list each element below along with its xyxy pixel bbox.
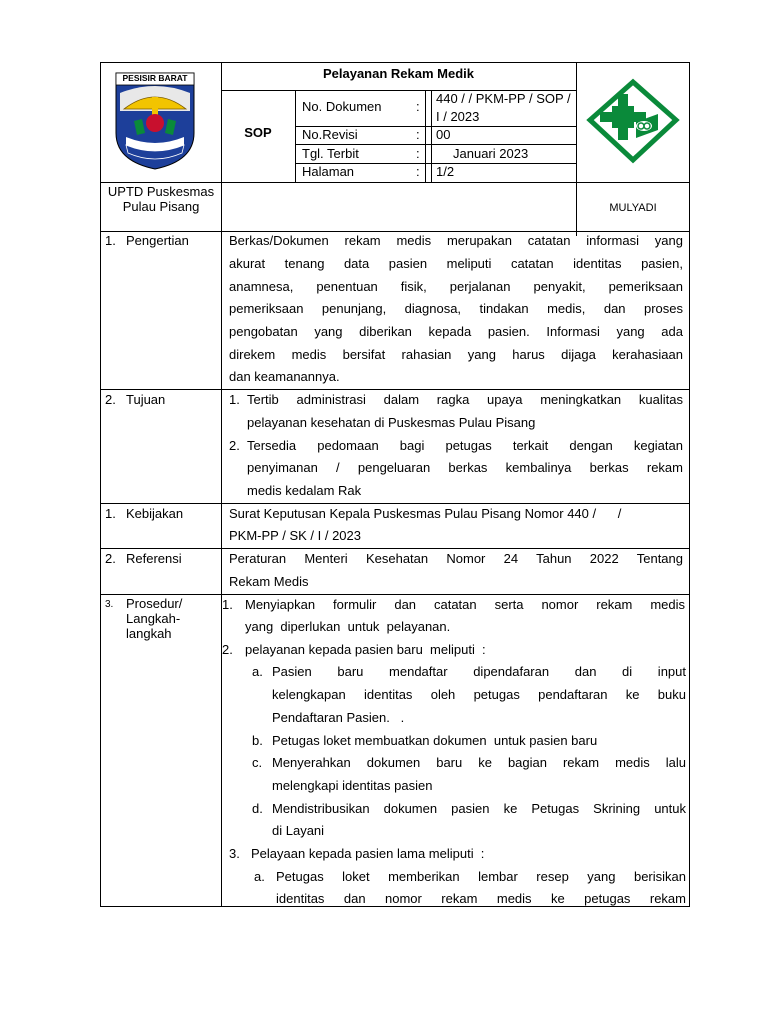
field-colon: : <box>416 99 420 114</box>
field-colon: : <box>416 127 420 142</box>
substep-line: Pendaftaran Pasien. . <box>272 710 405 725</box>
field-colon: : <box>416 146 420 161</box>
section-label-pengertian: Pengertian <box>126 233 189 248</box>
substep-line: di Layani <box>272 823 325 838</box>
field-value-terbit: Januari 2023 <box>453 146 529 161</box>
referensi-line: Rekam Medis <box>229 574 309 589</box>
kebijakan-line: PKM-PP / SK / I / 2023 <box>229 528 361 543</box>
substep-line: Mendistribusikan dokumen pasien ke Petugas Skrining untuk <box>272 801 686 816</box>
section-label-prosedur: Langkah- <box>126 611 181 626</box>
document-title: Pelayanan Rekam Medik <box>322 66 475 81</box>
tujuan-line: Tersedia pedomaan bagi petugas terkait dengan kegiatan <box>247 438 683 453</box>
tujuan-item-number: 1. <box>229 392 240 407</box>
pengertian-line: pengobatan yang diberikan kepada pasien. Informasi yang ada <box>229 324 683 339</box>
section-number: 1. <box>105 506 116 521</box>
substep-line: Petugas loket membuatkan dokumen untuk pasien baru <box>272 733 598 748</box>
substep-line: melengkapi identitas pasien <box>272 778 433 793</box>
divider <box>295 90 296 183</box>
tujuan-line: Tertib administrasi dalam ragka upaya meningkatkan kualitas <box>247 392 683 407</box>
substep-line: Menyerahkan dokumen baru ke bagian rekam medis lalu <box>272 755 686 770</box>
tujuan-item-number: 2. <box>229 438 240 453</box>
substep-letter: c. <box>252 755 263 770</box>
section-number: 1. <box>105 233 116 248</box>
section-label-referensi: Referensi <box>126 551 182 566</box>
tujuan-line: penyimanan / pengeluaran berkas kembalinya berkas rekam <box>247 460 683 475</box>
divider <box>100 182 690 183</box>
field-value-dokumen: 440 / / PKM-PP / SOP / I / 2023 <box>436 91 571 124</box>
section-number: 2. <box>105 551 116 566</box>
pengertian-line: akurat tenang data pasien meliputi catatan identitas pasien, <box>229 256 683 271</box>
sop-label: SOP <box>244 125 272 140</box>
step-line: yang diperlukan untuk pelayanan. <box>245 619 451 634</box>
pengertian-line: dan keamanannya. <box>229 369 340 384</box>
field-colon: : <box>416 164 420 179</box>
field-label-halaman: Halaman <box>302 164 355 179</box>
step-number: 3. <box>229 846 240 861</box>
substep-letter: a. <box>252 664 263 679</box>
puskesmas-logo <box>586 78 680 164</box>
section-number: 3. <box>105 599 114 610</box>
step-line: pelayanan kepada pasien baru meliputi : <box>245 642 486 657</box>
substep-letter: b. <box>252 733 263 748</box>
field-value-revisi: 00 <box>436 127 451 142</box>
divider <box>221 231 222 907</box>
regency-crest-logo <box>112 71 198 171</box>
tujuan-line: pelayanan kesehatan di Puskesmas Pulau Pisang <box>247 415 536 430</box>
field-label-dokumen: No. Dokumen <box>302 99 382 114</box>
step-number: 1. <box>222 597 233 612</box>
signer-name: MULYADI <box>609 202 657 214</box>
section-label-tujuan: Tujuan <box>126 392 166 407</box>
substep-line: Pasien baru mendaftar dipendafaran dan di input <box>272 664 686 679</box>
kebijakan-line: Surat Keputusan Kepala Puskesmas Pulau Pisang Nomor 440 / / <box>229 506 622 521</box>
field-value-halaman: 1/2 <box>436 164 455 179</box>
divider <box>425 90 426 183</box>
crest-label: PESISIR BARAT <box>122 73 188 83</box>
tujuan-line: medis kedalam Rak <box>247 483 362 498</box>
section-number: 2. <box>105 392 116 407</box>
referensi-line: Peraturan Menteri Kesehatan Nomor 24 Tahun 2022 Tentang <box>229 551 683 566</box>
substep-line: kelengkapan identitas oleh petugas pendaftaran ke buku <box>272 687 686 702</box>
pengertian-line: anamnesa, penentuan fisik, perjalanan penyakit, pemeriksaan <box>229 279 683 294</box>
pengertian-line: Berkas/Dokumen rekam medis merupakan catatan informasi yang <box>229 233 683 248</box>
divider <box>431 90 432 183</box>
substep-line: identitas dan nomor rekam medis ke petugas rekam <box>276 891 686 906</box>
substep-line: Petugas loket memberikan lembar resep yang berisikan <box>276 869 686 884</box>
section-label-kebijakan: Kebijakan <box>126 506 184 521</box>
pengertian-line: pemeriksaan penunjang, diagnosa, tindakan medis, dan proses <box>229 301 683 316</box>
section-label-prosedur: langkah <box>126 626 172 641</box>
divider <box>221 182 222 236</box>
field-label-terbit: Tgl. Terbit <box>302 146 359 161</box>
section-label-prosedur: Prosedur/ <box>126 596 183 611</box>
organization-name: UPTD Puskesmas Pulau Pisang <box>107 184 215 214</box>
step-line: Pelayaan kepada pasien lama meliputi : <box>251 846 485 861</box>
field-label-revisi: No.Revisi <box>302 127 358 142</box>
substep-letter: d. <box>252 801 263 816</box>
step-line: Menyiapkan formulir dan catatan serta nomor rekam medis <box>245 597 685 612</box>
pengertian-line: direkem medis bersifat rahasian yang harus dijaga kerahasiaan <box>229 347 683 362</box>
substep-letter: a. <box>254 869 265 884</box>
step-number: 2. <box>222 642 233 657</box>
